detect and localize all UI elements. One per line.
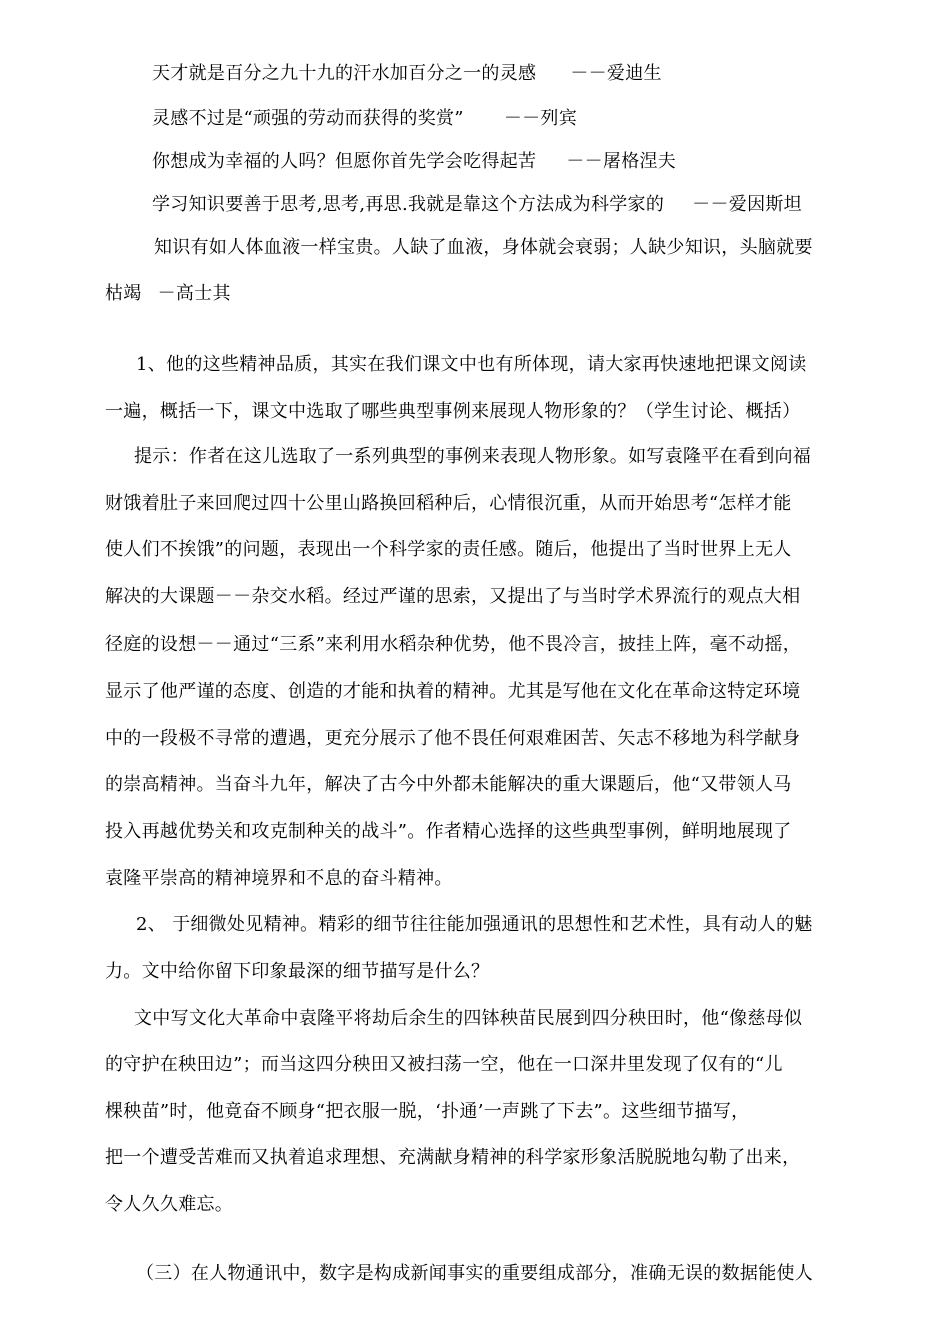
quote-2-author: －－列宾 <box>503 108 578 129</box>
hint-line-2: 财饿着肚子来回爬过四十公里山路换回稻种后，心情很沉重，从而开始思考“怎样才能 <box>105 493 792 514</box>
hint-line-4: 解决的大课题－－杂交水稻。经过严谨的思索，又提出了与当时学术界流行的观点大相 <box>105 586 801 607</box>
quote-3 <box>152 150 676 174</box>
hint-line-7: 中的一段极不寻常的遭遇，更充分展示了他不畏任何艰难困苦、矢志不移地为科学献身 <box>105 728 801 749</box>
hint-line-6: 显示了他严谨的态度、创造的才能和执着的精神。尤其是写他在文化在革命这特定环境 <box>105 681 801 702</box>
quote-1 <box>152 62 662 86</box>
quote-2-text: 灵感不过是“顽强的劳动而获得的奖赏” <box>152 108 464 129</box>
quote-4 <box>152 193 802 217</box>
quote-4-author: －－爱因斯坦 <box>692 194 802 215</box>
hint-line-1: 提示：作者在这儿选取了一系列典型的事例来表现人物形象。如写袁隆平在看到向福 <box>134 446 812 467</box>
hint-line-3: 使人们不挨饿”的问题，表现出一个科学家的责任感。随后，他提出了当时世界上无人 <box>105 539 792 560</box>
answer-2-line-2: 的守护在秧田边”；而当这四分秧田又被扫荡一空，他在一口深井里发现了仅有的“儿 <box>105 1054 783 1075</box>
quote-2 <box>152 107 577 131</box>
hint-line-8: 的崇高精神。当奋斗九年，解决了古今中外都未能解决的重大课题后，他“又带领人马 <box>105 774 792 795</box>
quote-5-line-1: 知识有如人体血液一样宝贵。人缺了血液，身体就会衰弱；人缺少知识，头脑就要 <box>154 237 813 258</box>
quote-5-line-2 <box>105 282 231 306</box>
answer-2-line-1: 文中写文化大革命中袁隆平将劫后余生的四钵秧苗民展到四分秧田时，他“像慈母似 <box>134 1008 803 1029</box>
section-2-line-1: 2、 于细微处见精神。精彩的细节往往能加强通讯的思想性和艺术性，具有动人的魅 <box>136 914 813 935</box>
quote-5-text-end: 枯竭 <box>105 283 142 304</box>
section-1-line-2: 一遍，概括一下，课文中选取了哪些典型事例来展现人物形象的？（学生讨论、概括） <box>105 401 801 422</box>
hint-line-10: 袁隆平崇高的精神境界和不息的奋斗精神。 <box>105 868 453 889</box>
quote-3-text: 你想成为幸福的人吗？但愿你首先学会吃得起苦 <box>152 151 537 172</box>
answer-2-line-4: 把一个遭受苦难而又执着追求理想、充满献身精神的科学家形象活脱脱地勾勒了出来， <box>105 1147 801 1168</box>
answer-2-line-5: 令人久久难忘。 <box>105 1194 234 1215</box>
section-3-line-1: （三）在人物通讯中，数字是构成新闻事实的重要组成部分，准确无误的数据能使人 <box>136 1263 814 1284</box>
quote-3-author: －－屠格涅夫 <box>566 151 677 172</box>
hint-line-5: 径庭的设想－－通过“三系”来利用水稻杂种优势，他不畏冷言，披挂上阵，毫不动摇， <box>105 634 802 655</box>
section-1-line-1: 1、他的这些精神品质，其实在我们课文中也有所体现，请大家再快速地把课文阅读 <box>136 354 807 375</box>
quote-1-author: －－爱迪生 <box>570 63 662 84</box>
section-2-line-2: 力。文中给你留下印象最深的细节描写是什么？ <box>105 961 490 982</box>
answer-2-line-3: 棵秧苗”时，他竟奋不顾身“把衣服一脱，‘扑通’一声跳了下去”。这些细节描写， <box>105 1101 750 1122</box>
quote-1-text: 天才就是百分之九十九的汗水加百分之一的灵感 <box>152 63 537 84</box>
quote-5-author: －高士其 <box>157 283 231 304</box>
quote-4-text: 学习知识要善于思考,思考,再思.我就是靠这个方法成为科学家的 <box>152 194 665 215</box>
hint-line-9: 投入再越优势关和攻克制种关的战斗”。作者精心选择的这些典型事例，鲜明地展现了 <box>105 821 792 842</box>
